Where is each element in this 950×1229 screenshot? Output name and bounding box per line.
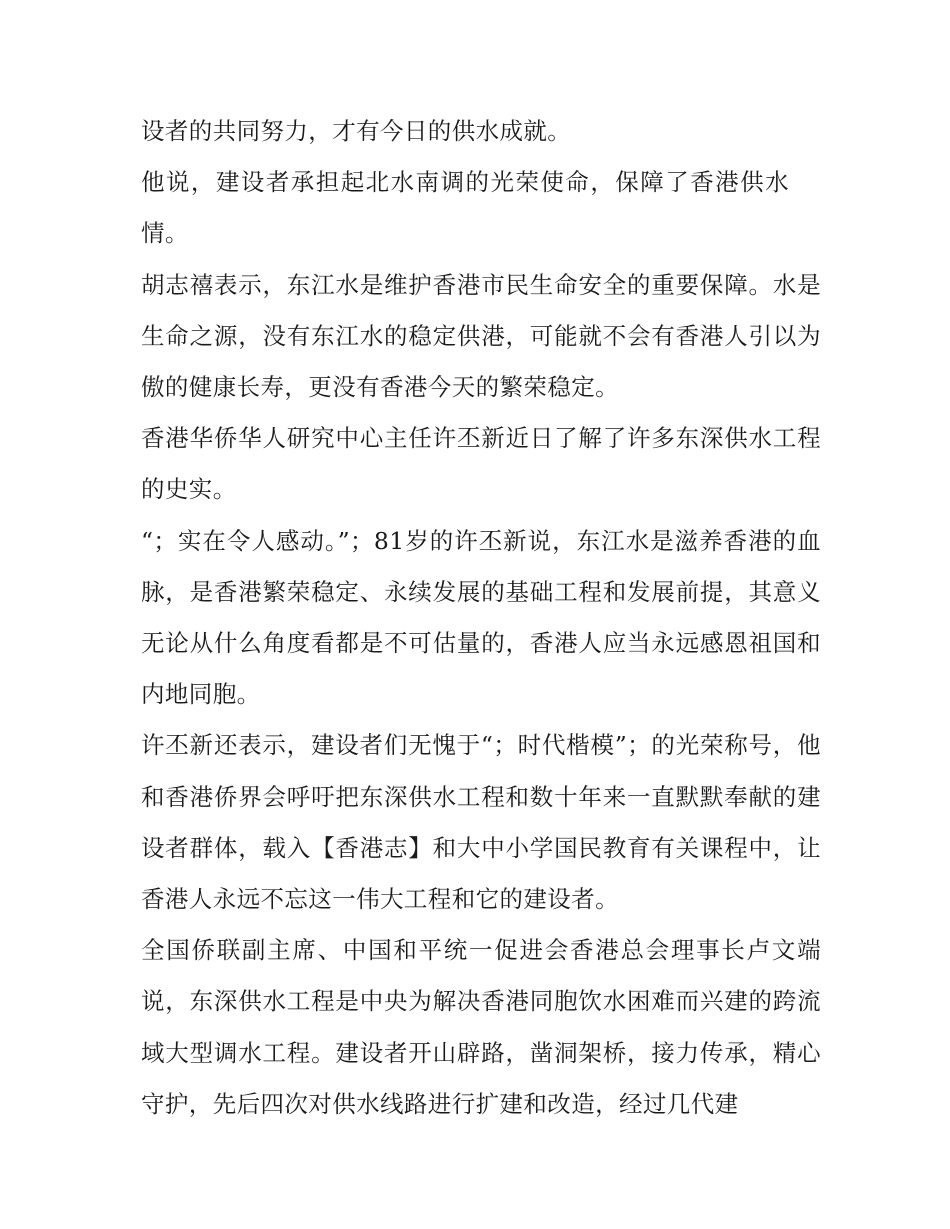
paragraph-6: 许丕新还表示，建设者们无愧于“；时代楷模”；的光荣称号，他和香港侨界会呼吁把东深供水工程和数十年来一直默默奉献的建设者群体，载入【香港志】和大中小学国民教育有关课程中，让香港人永远不忘这一伟大工程和它的建设者。 bbox=[141, 731, 821, 914]
paragraph-3: 胡志禧表示，东江水是维护香港市民生命安全的重要保障。水是生命之源，没有东江水的稳定供港，可能就不会有香港人引以为傲的健康长寿，更没有香港今天的繁荣稳定。 bbox=[141, 270, 821, 402]
paragraph-7: 全国侨联副主席、中国和平统一促进会香港总会理事长卢文端说，东深供水工程是中央为解决香港同胞饮水困难而兴建的跨流域大型调水工程。建设者开山辟路，凿洞架桥，接力传承，精心守护，先后四次对供水线路进行扩建和改造，经过几代建 bbox=[141, 936, 821, 1118]
paragraph-5: “；实在令人感动。”；81岁的许丕新说，东江水是滋养香港的血脉，是香港繁荣稳定、永续发展的基础工程和发展前提，其意义无论从什么角度看都是不可估量的，香港人应当永远感恩祖国和内地同胞。 bbox=[141, 526, 821, 709]
paragraph-4: 香港华侨华人研究中心主任许丕新近日了解了许多东深供水工程的史实。 bbox=[141, 424, 821, 504]
article-body bbox=[141, 106, 821, 1130]
paragraph-1: 设者的共同努力，才有今日的供水成就。 bbox=[141, 117, 572, 145]
paragraph-2: 他说，建设者承担起北水南调的光荣使命，保障了香港供水情。 bbox=[141, 168, 789, 248]
